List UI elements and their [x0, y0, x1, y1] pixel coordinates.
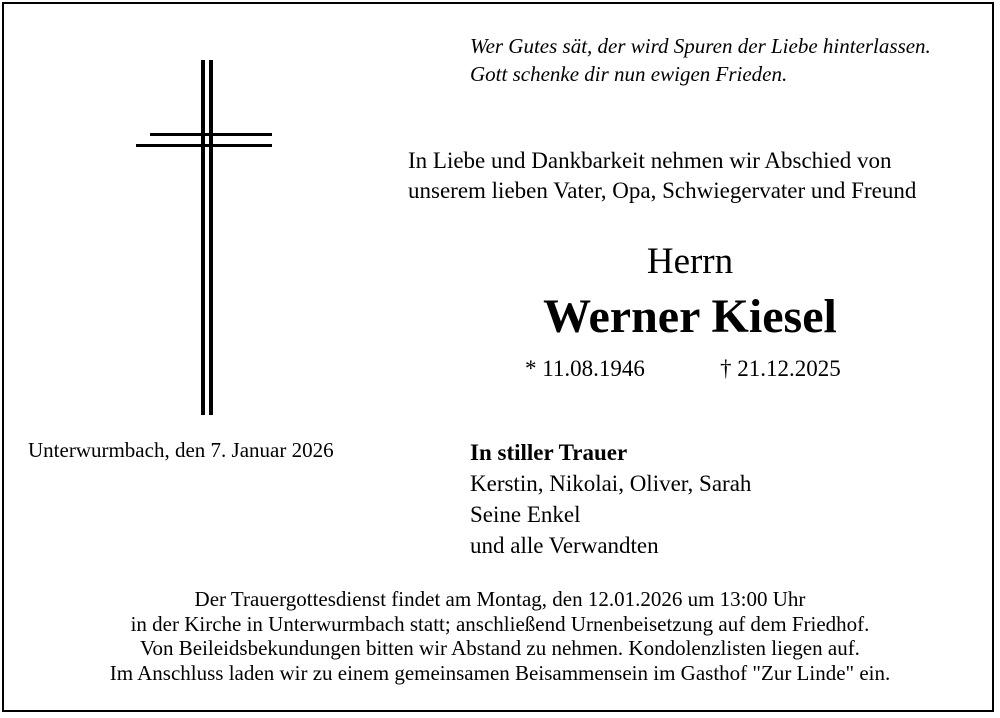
- intro-line-1: In Liebe und Dankbarkeit nehmen wir Abschied von: [408, 148, 892, 173]
- funeral-information: [0, 587, 1000, 685]
- honorific: Herrn: [646, 241, 734, 282]
- farewell-intro: [408, 146, 916, 206]
- deceased-name: Werner Kiesel: [543, 290, 837, 343]
- mourners-heading: In stiller Trauer: [470, 440, 628, 465]
- place-and-date: Unterwurmbach, den 7. Januar 2026: [28, 438, 334, 462]
- mourners-line: Kerstin, Nikolai, Oliver, Sarah: [470, 471, 752, 496]
- funeral-info-line: Der Trauergottesdienst findet am Montag, den 12.01.2026 um 13:00 Uhr: [194, 587, 806, 611]
- mourners-line: Seine Enkel: [470, 502, 581, 527]
- quote-line-2: Gott schenke dir nun ewigen Frieden.: [470, 62, 788, 86]
- funeral-info-line: in der Kirche in Unterwurmbach statt; anschließend Urnenbeisetzung auf dem Friedhof.: [130, 611, 870, 636]
- funeral-info-line: Von Beileidsbekundungen bitten wir Abstand zu nehmen. Kondolenzlisten liegen auf.: [140, 636, 860, 660]
- quote-line-1: Wer Gutes sät, der wird Spuren der Liebe hinterlassen.: [470, 34, 931, 58]
- mourners-line: und alle Verwandten: [470, 533, 659, 558]
- memorial-quote: [470, 32, 931, 88]
- birth-date: * 11.08.1946: [525, 356, 645, 381]
- cross-icon: [136, 60, 276, 415]
- mourners-block: [470, 437, 751, 561]
- death-date: † 21.12.2025: [720, 356, 841, 381]
- funeral-info-line: Im Anschluss laden wir zu einem gemeinsamen Beisammensein im Gasthof "Zur Linde" ein.: [109, 660, 891, 685]
- intro-line-2: unserem lieben Vater, Opa, Schwiegervater und Freund: [408, 178, 917, 203]
